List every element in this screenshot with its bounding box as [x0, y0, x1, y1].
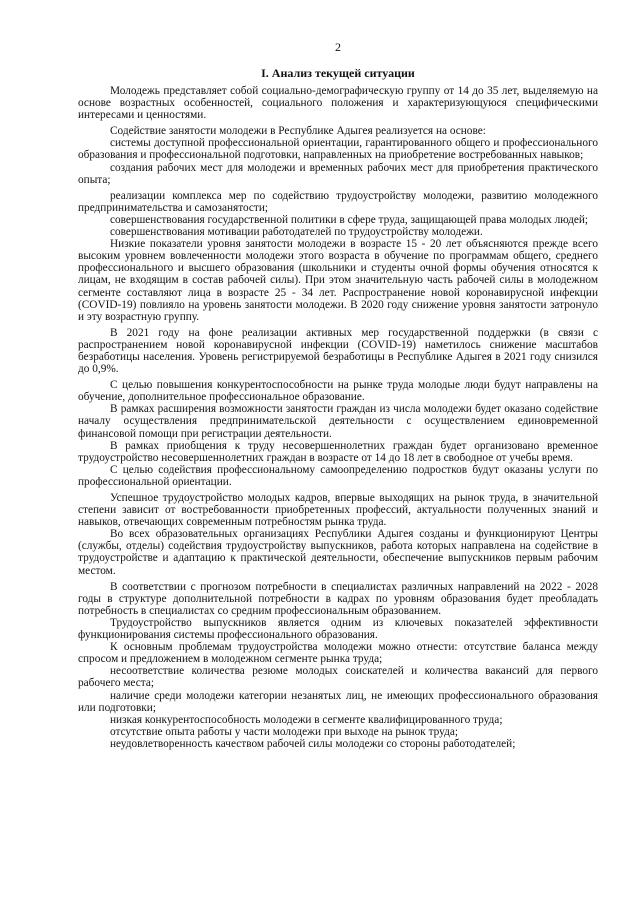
paragraph: Трудоустройство выпускников является одним из ключевых показателей эффективности функционирования системы профессионального образования.: [78, 616, 598, 642]
paragraph: неудовлетворенность качеством рабочей силы молодежи со стороны работодателей;: [110, 737, 516, 750]
paragraph: реализации комплекса мер по содействию трудоустройству молодежи, развитию молодежного предпринимательства и самозанятости;: [78, 189, 598, 214]
paragraph: создания рабочих мест для молодежи и временных рабочих мест для приобретения практического опыта;: [78, 161, 598, 186]
paragraph: наличие среди молодежи категории незанятых лиц, не имеющих профессионального образования или подготовки;: [78, 689, 598, 714]
paragraph: совершенствования мотивации работодателей по трудоустройству молодежи.: [110, 226, 483, 239]
paragraph: Успешное трудоустройство молодых кадров, впервые выходящих на рынок труда, в значительной степени зависит от востребованности приобретенных профессий, актуальности полученных знаний и навыков, отвечающих современным потребностям рынка труда.: [78, 492, 598, 529]
paragraph: К основным проблемам трудоустройства молодежи можно отнести: отсутствие баланса между спросом и предложением в молодежном сегменте рынка труда;: [78, 641, 598, 666]
paragraph: В 2021 году на фоне реализации активных мер государственной поддержки (в связи с распространением новой коронавирусной инфекции (COVID-19) наметилось снижение масштабов безработицы населения. Уровень регистрируемой безработицы в Республике Адыгея в 2021 году снизился до 0,9%.: [78, 326, 598, 376]
paragraph: В рамках расширения возможности занятости граждан из числа молодежи будет оказано содействие началу осуществления предпринимательской деятельности с осуществлением единовременной финансовой помощи при регистрации деятельности.: [78, 403, 598, 440]
paragraph: отсутствие опыта работы у части молодежи при выходе на рынок труда;: [110, 725, 458, 738]
paragraph: системы доступной профессиональной ориентации, гарантированного общего и профессионального образования и профессиональной подготовки, направленных на приобретение востребованных навыков;: [78, 137, 598, 162]
paragraph: низкая конкурентоспособность молодежи в сегменте квалифицированного труда;: [110, 713, 503, 726]
paragraph: В рамках приобщения к труду несовершеннолетних граждан будет организовано временное трудоустройство несовершеннолетних граждан в возрасте от 14 до 18 лет в свободное от учебы время.: [78, 439, 598, 464]
paragraph: В соответствии с прогнозом потребности в специалистах различных направлений на 2022 - 2028 годы в структуре дополнительной потребности в кадрах по уровням образования будет преобладать потребность в специалистах со средним профессиональным образованием.: [78, 580, 598, 617]
paragraph: Низкие показатели уровня занятости молодежи в возрасте 15 - 20 лет объясняются прежде всего высоким уровнем вовлеченности молодежи этого возраста в обучение по программам общего, среднего профессионального и высшего образования (школьники и студенты очной формы обучения относятся к лицам, не входящим в состав рабочей силы). При этом значительную часть рабочей силы в молодежном сегменте составляют лица в возрасте 25 - 34 лет. Распространение новой коронавирусной инфекции (COVID-19) повлияло на уровень занятости молодежи. В 2020 году снижение уровня занятости затронуло и эту возрастную группу.: [78, 238, 598, 323]
paragraph: Содействие занятости молодежи в Республике Адыгея реализуется на основе:: [110, 125, 486, 138]
paragraph: С целью содействия профессиональному самоопределению подростков будут оказаны услуги по профессиональной ориентации.: [78, 463, 598, 488]
paragraph: Во всех образовательных организациях Республики Адыгея созданы и функционируют Центры (службы, отделы) содействия трудоустройству выпускников, работа которых направлена на содействие в трудоустройстве и адаптацию к практической деятельности, обеспечение выпускников первым рабочим местом.: [78, 528, 598, 577]
paragraph: совершенствования государственной политики в сфере труда, защищающей права молодых людей;: [110, 213, 589, 226]
document-body: [78, 85, 598, 750]
section-title: I. Анализ текущей ситуации: [261, 66, 415, 80]
paragraph: С целью повышения конкурентоспособности на рынке труда молодые люди будут направлены на обучение, дополнительное профессиональное образование.: [78, 379, 598, 404]
page-number: 2: [335, 40, 341, 54]
paragraph: Молодежь представляет собой социально-демографическую группу от 14 до 35 лет, выделяемую на основе возрастных особенностей, социального положения и характеризующуюся специфическими интересами и ценностями.: [78, 85, 598, 122]
paragraph: несоответствие количества резюме молодых соискателей и количества вакансий для первого рабочего места;: [78, 665, 598, 690]
